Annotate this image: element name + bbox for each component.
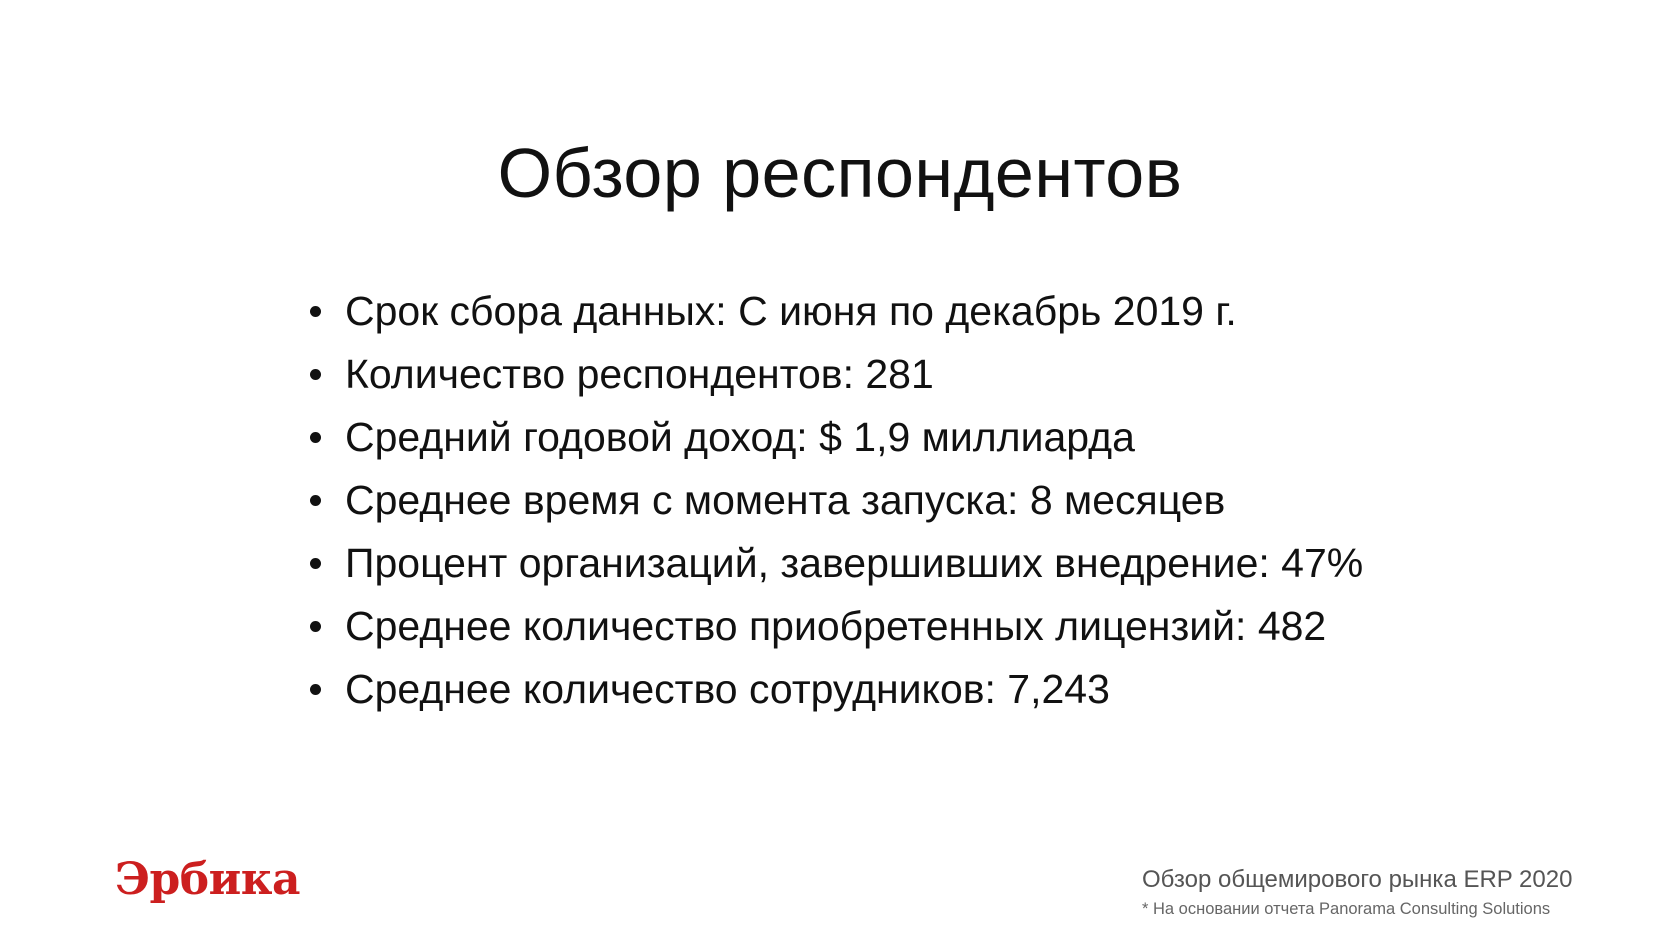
bullet-text: Среднее количество сотрудников: 7,243 <box>345 666 1110 712</box>
bullet-text: Среднее количество приобретенных лицензий: 482 <box>345 603 1327 649</box>
bullet-icon <box>310 369 321 380</box>
bullet-text: Количество респондентов: 281 <box>345 351 934 397</box>
company-logo: Эрбика <box>115 854 301 905</box>
bullet-icon <box>310 495 321 506</box>
bullet-text: Срок сбора данных: С июня по декабрь 2019 г. <box>345 288 1237 334</box>
bullet-icon <box>310 558 321 569</box>
slide-title: Обзор респондентов <box>497 133 1183 212</box>
bullet-item <box>310 343 1560 406</box>
bullet-item <box>310 280 1560 343</box>
bullet-item <box>310 532 1560 595</box>
bullet-item <box>310 595 1560 658</box>
bullet-item <box>310 406 1560 469</box>
footer-title: Обзор общемирового рынка ERP 2020 <box>1142 866 1573 893</box>
footer-note: * На основании отчета Panorama Consulting Solutions <box>1142 899 1551 918</box>
bullet-icon <box>310 432 321 443</box>
bullet-list <box>310 280 1560 721</box>
footer <box>1142 866 1582 918</box>
bullet-item <box>310 658 1560 721</box>
bullet-text: Среднее время с момента запуска: 8 месяцев <box>345 477 1226 523</box>
bullet-text: Процент организаций, завершивших внедрение: 47% <box>345 540 1364 586</box>
bullet-text: Средний годовой доход: $ 1,9 миллиарда <box>345 414 1135 460</box>
bullet-icon <box>310 684 321 695</box>
bullet-item <box>310 469 1560 532</box>
bullet-icon <box>310 306 321 317</box>
bullet-icon <box>310 621 321 632</box>
